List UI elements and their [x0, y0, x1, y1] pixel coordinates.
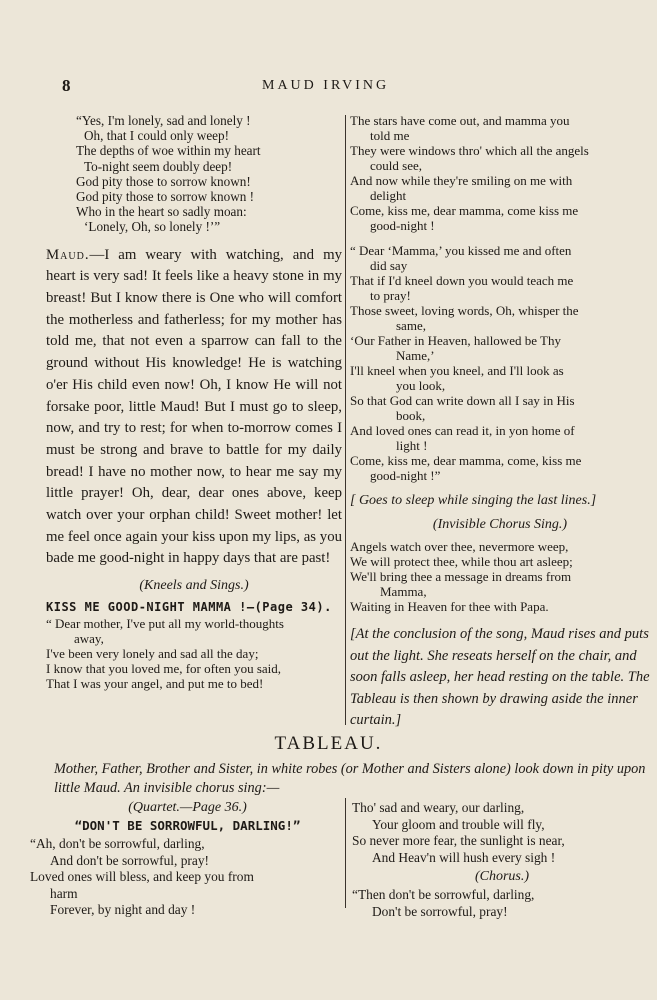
verse-line: [350, 233, 650, 243]
verse-line: I know that you loved me, for often you said,: [46, 661, 282, 677]
chorus-verse: [350, 539, 650, 614]
left-column: [46, 113, 342, 691]
column-divider-top: [345, 115, 346, 725]
verse-line: good-night !: [370, 218, 435, 233]
verse-line: The depths of woe within my heart: [76, 143, 261, 159]
verse-line: Tho' sad and weary, our darling,: [352, 800, 525, 815]
verse-line: you look,: [396, 378, 446, 393]
verse-line: Come, kiss me, dear mamma, come kiss me: [350, 203, 579, 218]
song-verse-left: [30, 836, 345, 919]
quartet-direction: (Quartet.—Page 36.): [128, 800, 247, 815]
verse-line: And Heav'n will hush every sigh !: [372, 849, 556, 865]
page-number: 8: [62, 76, 71, 95]
maud-speech: [46, 245, 342, 571]
verse-line: ‘Lonely, Oh, so lonely !’”: [84, 219, 221, 235]
verse-line: light !: [396, 438, 428, 453]
verse-line: same,: [396, 318, 426, 333]
verse-line: Loved ones will bless, and keep you from: [30, 869, 254, 884]
verse-line: They were windows thro' which all the angels: [350, 143, 589, 158]
verse-line: Name,’: [396, 348, 435, 363]
verse-line: to pray!: [370, 288, 411, 303]
tableau-description: Mother, Father, Brother and Sister, in white robes (or Mother and Sisters alone) look down in pity upon little Maud. An invisible chorus sing:—: [54, 761, 646, 796]
verse-line: Don't be sorrowful, pray!: [372, 903, 508, 919]
bottom-left-column: [30, 800, 345, 919]
verse-line: Those sweet, loving words, Oh, whisper the: [350, 303, 579, 318]
bottom-right-column: [352, 800, 652, 920]
tableau-title: TABLEAU.: [274, 733, 383, 754]
verse-line: And don't be sorrowful, pray!: [50, 852, 209, 868]
chorus-verse-bottom: [352, 887, 652, 920]
verse-line: “ Dear mother, I've put all my world-thoughts: [46, 616, 284, 632]
verse-line: book,: [396, 408, 426, 423]
verse-line: good-night !”: [370, 468, 441, 483]
verse-line: Mamma,: [380, 584, 427, 599]
verse-line: away,: [74, 631, 104, 647]
verse-line: Your gloom and trouble will fly,: [372, 816, 545, 832]
verse-line: Who in the heart so sadly moan:: [76, 204, 247, 220]
verse-line: To-night seem doubly deep!: [84, 158, 233, 174]
verse-line: Come, kiss me, dear mamma, come, kiss me: [350, 453, 582, 468]
right-column: [350, 113, 650, 732]
song-verse-continued: [350, 113, 650, 483]
stage-direction-chorus: (Invisible Chorus Sing.): [432, 517, 568, 532]
running-head: MAUD IRVING: [262, 78, 390, 93]
verse-line: “Ah, don't be sorrowful, darling,: [30, 836, 205, 851]
speaker-name: Maud.: [46, 246, 90, 263]
verse-line: So that God can write down all I say in His: [350, 393, 575, 408]
song-title-kiss-me: KISS ME GOOD-NIGHT MAMMA !—(Page 34).: [46, 600, 332, 615]
stage-direction-kneels: (Kneels and Sings.): [139, 578, 249, 594]
verse-line: harm: [50, 885, 78, 901]
stage-direction-sleep: [ Goes to sleep while singing the last lines.]: [350, 493, 597, 508]
verse-line: That I was your angel, and put me to bed!: [46, 676, 264, 692]
verse-line: could see,: [370, 158, 422, 173]
verse-line: Waiting in Heaven for thee with Papa.: [350, 599, 549, 614]
verse-line: So never more fear, the sunlight is near,: [352, 833, 565, 848]
verse-line: did say: [370, 258, 408, 273]
verse-line: That if I'd kneel down you would teach me: [350, 273, 574, 288]
song-verse-right: [352, 800, 652, 866]
verse-line: told me: [370, 128, 410, 143]
verse-line: I'll kneel when you kneel, and I'll look as: [350, 363, 564, 378]
verse-line: Forever, by night and day !: [50, 902, 196, 917]
verse-line: We'll bring thee a message in dreams from: [350, 569, 572, 584]
verse-line: God pity those to sorrow known !: [76, 189, 255, 205]
verse-line: I've been very lonely and sad all the day;: [46, 646, 259, 662]
conclusion-direction: [At the conclusion of the song, Maud rises and puts out the light. She reseats herself on the chair, and soon falls asleep, her head resting on the table. The Tableau is then shown by drawing aside the inner curtain.]: [350, 626, 650, 728]
verse-line: And now while they're smiling on me with: [350, 173, 573, 188]
verse-line: The stars have come out, and mamma you: [350, 113, 570, 128]
song-verse: [46, 616, 342, 691]
verse-line: ‘Our Father in Heaven, hallowed be Thy: [350, 333, 561, 348]
verse-line: Oh, that I could only weep!: [84, 128, 230, 144]
verse-line: “Then don't be sorrowful, darling,: [352, 887, 535, 902]
verse-line: “ Dear ‘Mamma,’ you kissed me and often: [350, 243, 572, 258]
poem-stanza: [46, 113, 342, 235]
song-title-dont-be-sorrowful: “DON'T BE SORROWFUL, DARLING!”: [74, 818, 301, 833]
verse-line: “Yes, I'm lonely, sad and lonely !: [76, 113, 251, 128]
column-divider-bottom: [345, 798, 346, 908]
speech-text: —I am weary with watching, and my heart is very sad! It feels like a heavy stone in my breast! But I know there is One who will comfort the motherless and fatherless; for my mother has told me, that not even a sparrow can fall to the ground without His knowledge! He is watching o'er His child even now! Oh, I know He will not forsake poor, little Maud! But I must go to sleep, now, and try to rest; for when to-morrow comes I must be strong and brave to battle for my daily bread! I have no mother now, to hear me say my little prayer! Oh, dear, dear ones above, keep watch over your orphan child! Sweet mother! let me feel once again your kiss upon my lips, as you bade me good-night in happy days that are past!: [46, 246, 342, 567]
verse-line: And loved ones can read it, in yon home of: [350, 423, 575, 438]
verse-line: Angels watch over thee, nevermore weep,: [350, 539, 569, 554]
verse-line: delight: [370, 188, 407, 203]
verse-line: We will protect thee, while thou art asleep;: [350, 554, 573, 569]
verse-line: God pity those to sorrow known!: [76, 173, 251, 189]
chorus-label: (Chorus.): [474, 869, 530, 884]
